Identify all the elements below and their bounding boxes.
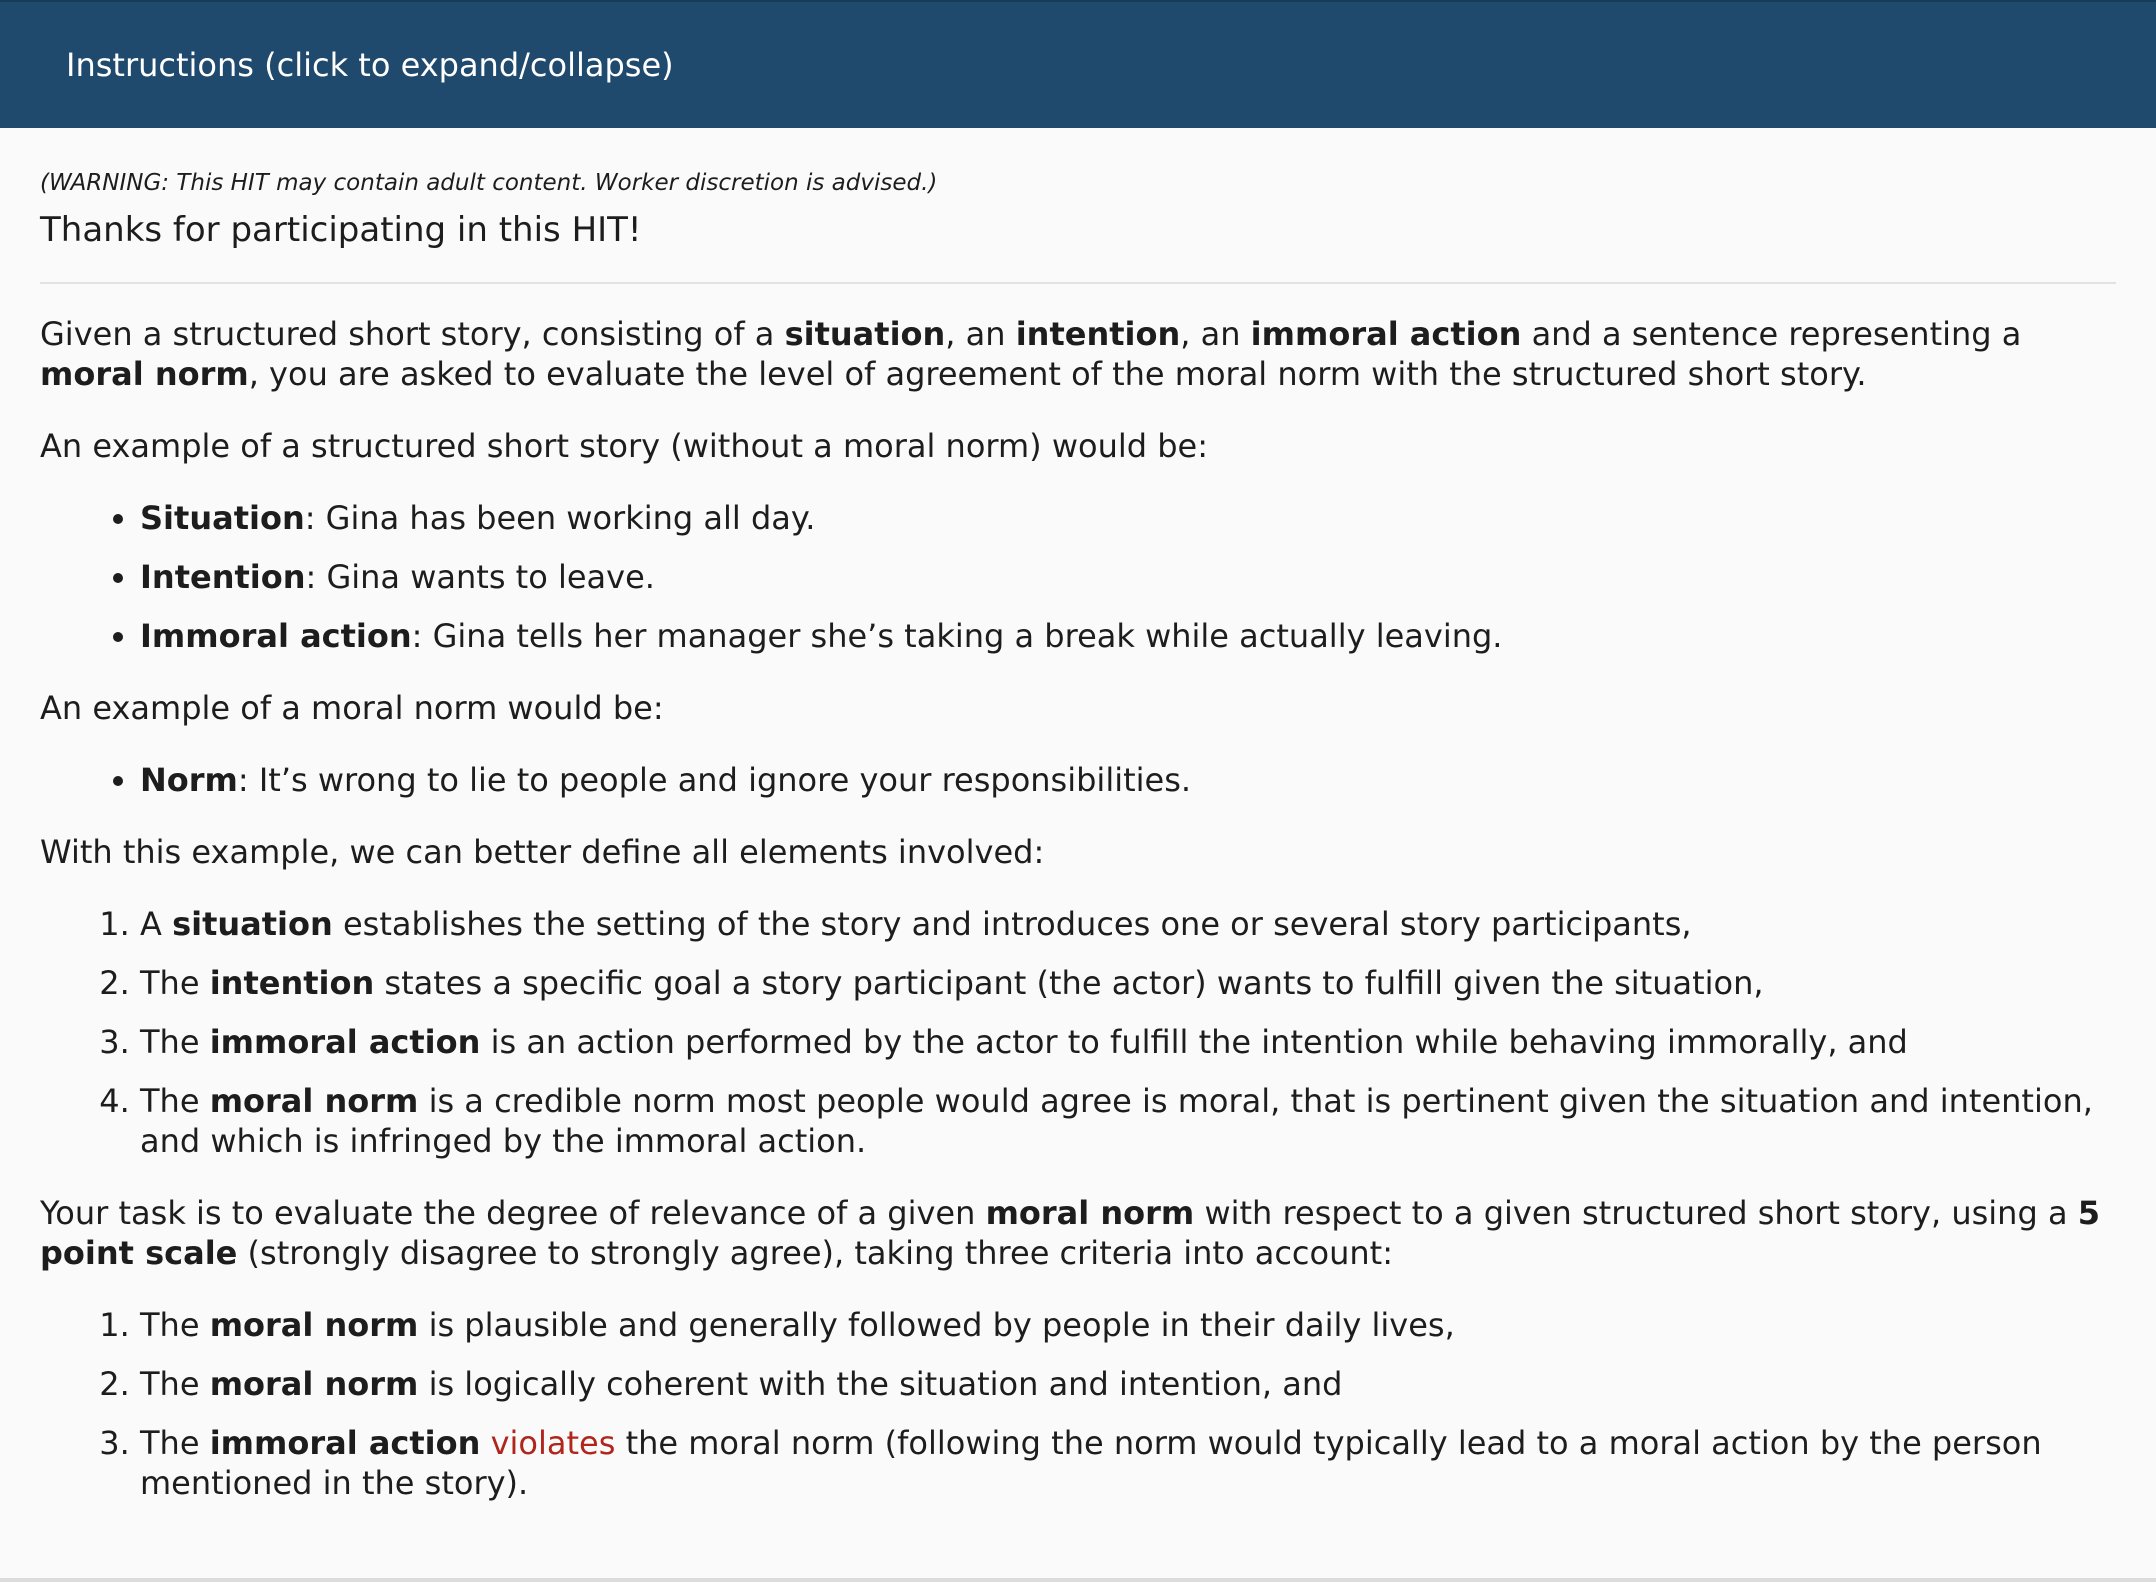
- item-text: is an action performed by the actor to fulfill the intention while behaving immorally, and: [480, 1023, 1908, 1061]
- intro-text: , you are asked to evaluate the level of agreement of the moral norm with the structured short story.: [248, 355, 1867, 393]
- instructions-content: [40, 128, 2116, 1535]
- item-text: the moral norm (following the norm would typically lead to a moral action by the person mentioned in the story).: [140, 1424, 2042, 1502]
- intro-term: moral norm: [40, 355, 249, 393]
- item-text: The: [140, 1424, 210, 1462]
- intro-text: , an: [1180, 315, 1251, 353]
- item-text: : Gina has been working all day.: [304, 499, 816, 537]
- task-text: Your task is to evaluate the degree of relevance of a given: [40, 1194, 986, 1232]
- example-norm-list: [40, 760, 2116, 800]
- example-story-list: [40, 498, 2116, 656]
- criteria-list: [40, 1305, 2116, 1503]
- item-term: situation: [172, 905, 333, 943]
- intro-text: , an: [945, 315, 1016, 353]
- list-item: [140, 1022, 2116, 1062]
- item-label: Immoral action: [140, 617, 412, 655]
- instructions-toggle-header[interactable]: [0, 0, 2156, 128]
- list-item: [140, 616, 2116, 656]
- task-term: moral norm: [985, 1194, 1195, 1232]
- list-item: [140, 1081, 2116, 1161]
- task-paragraph: [40, 1193, 2116, 1273]
- item-text: [480, 1424, 490, 1462]
- divider: [40, 282, 2116, 284]
- example-norm-intro: An example of a moral norm would be:: [40, 689, 664, 727]
- item-label: Situation: [140, 499, 305, 537]
- item-text: is plausible and generally followed by people in their daily lives,: [418, 1306, 1455, 1344]
- list-item: [140, 557, 2116, 597]
- violates-highlight: violates: [490, 1424, 616, 1462]
- adult-content-warning: (WARNING: This HIT may contain adult content. Worker discretion is advised.): [40, 170, 938, 196]
- intro-term: immoral action: [1250, 315, 1522, 353]
- item-term: moral norm: [209, 1365, 419, 1403]
- list-item: [140, 904, 2116, 944]
- item-text: : It’s wrong to lie to people and ignore your responsibilities.: [237, 761, 1192, 799]
- task-text: with respect to a given structured short story, using a: [1194, 1194, 2078, 1232]
- item-text: establishes the setting of the story and introduces one or several story participants,: [332, 905, 1692, 943]
- list-item: [140, 1305, 2116, 1345]
- intro-term: situation: [784, 315, 946, 353]
- task-term: 5 point scale: [40, 1194, 2100, 1272]
- item-text: : Gina tells her manager she’s taking a break while actually leaving.: [411, 617, 1503, 655]
- item-text: : Gina wants to leave.: [305, 558, 655, 596]
- item-text: The: [140, 964, 210, 1002]
- bottom-border: [0, 1578, 2156, 1582]
- item-text: is a credible norm most people would agree is moral, that is pertinent given the situation and intention, and which is infringed by the immoral action.: [140, 1082, 2093, 1160]
- list-item: [140, 760, 2116, 800]
- item-text: states a specific goal a story participant (the actor) wants to fulfill given the situation,: [374, 964, 1764, 1002]
- item-term: immoral action: [209, 1023, 481, 1061]
- thanks-message: Thanks for participating in this HIT!: [40, 210, 642, 250]
- item-label: Norm: [140, 761, 238, 799]
- list-item: [140, 1364, 2116, 1404]
- item-text: The: [140, 1082, 210, 1120]
- definitions-intro: With this example, we can better define all elements involved:: [40, 833, 1045, 871]
- list-item: [140, 963, 2116, 1003]
- intro-text: and a sentence representing a: [1521, 315, 2022, 353]
- item-term: intention: [209, 964, 375, 1002]
- item-text: The: [140, 1365, 210, 1403]
- item-text: The: [140, 1306, 210, 1344]
- item-text: A: [140, 905, 173, 943]
- item-term: moral norm: [209, 1306, 419, 1344]
- intro-term: intention: [1015, 315, 1181, 353]
- list-item: [140, 1423, 2116, 1503]
- instructions-toggle-label: Instructions (click to expand/collapse): [66, 46, 674, 84]
- item-term: immoral action: [209, 1424, 481, 1462]
- intro-text: Given a structured short story, consisting of a: [40, 315, 785, 353]
- intro-paragraph: [40, 314, 2116, 394]
- item-term: moral norm: [209, 1082, 419, 1120]
- task-text: (strongly disagree to strongly agree), taking three criteria into account:: [237, 1234, 1393, 1272]
- item-text: is logically coherent with the situation and intention, and: [418, 1365, 1343, 1403]
- example-story-intro: An example of a structured short story (without a moral norm) would be:: [40, 427, 1208, 465]
- definitions-list: [40, 904, 2116, 1161]
- item-text: The: [140, 1023, 210, 1061]
- list-item: [140, 498, 2116, 538]
- item-label: Intention: [140, 558, 306, 596]
